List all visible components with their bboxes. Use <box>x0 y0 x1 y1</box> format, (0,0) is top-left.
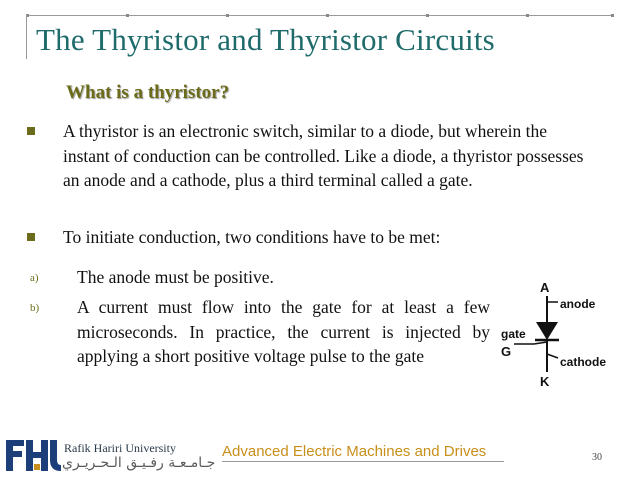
bullet-square-icon <box>27 233 35 241</box>
condition-text: A current must flow into the gate for at least a few microseconds. In practice, the current is injected by applying a short positive voltage pulse to the gate <box>77 297 490 366</box>
condition-text: The anode must be positive. <box>77 267 274 287</box>
diode-triangle <box>536 322 558 340</box>
label-k: K <box>540 374 550 389</box>
label-cathode: cathode <box>560 355 607 369</box>
bullet-square-icon <box>27 127 35 135</box>
thyristor-symbol-diagram <box>496 276 626 391</box>
footer-underline <box>222 461 504 462</box>
condition-b <box>30 295 490 369</box>
label-anode: anode <box>560 297 596 311</box>
university-name-arabic: جـامـعـة رفـيـق الـحـريـري <box>62 455 216 471</box>
condition-a <box>30 265 490 290</box>
slide-title: The Thyristor and Thyristor Circuits <box>36 22 495 57</box>
bullet-text: A thyristor is an electronic switch, similar to a diode, but wherein the instant of conduction can be controlled. Like a diode, a thyristor possesses an anode and a cathode, plus a third terminal called a gate. <box>63 121 584 190</box>
condition-marker: a) <box>30 272 39 284</box>
footer-course-title: Advanced Electric Machines and Drives <box>222 443 487 460</box>
bullet-conditions <box>27 225 597 250</box>
title-tick <box>26 15 27 59</box>
label-gate: gate <box>501 327 526 341</box>
label-a: A <box>540 280 550 295</box>
page-number: 30 <box>592 452 602 463</box>
top-dots <box>26 14 614 17</box>
university-name-english: Rafik Hariri University <box>64 441 176 455</box>
bullet-text: To initiate conduction, two conditions have to be met: <box>63 227 441 247</box>
slide-subtitle: What is a thyristor? <box>66 82 230 103</box>
label-g: G <box>501 344 512 359</box>
bullet-definition <box>27 119 597 193</box>
condition-marker: b) <box>30 302 40 314</box>
